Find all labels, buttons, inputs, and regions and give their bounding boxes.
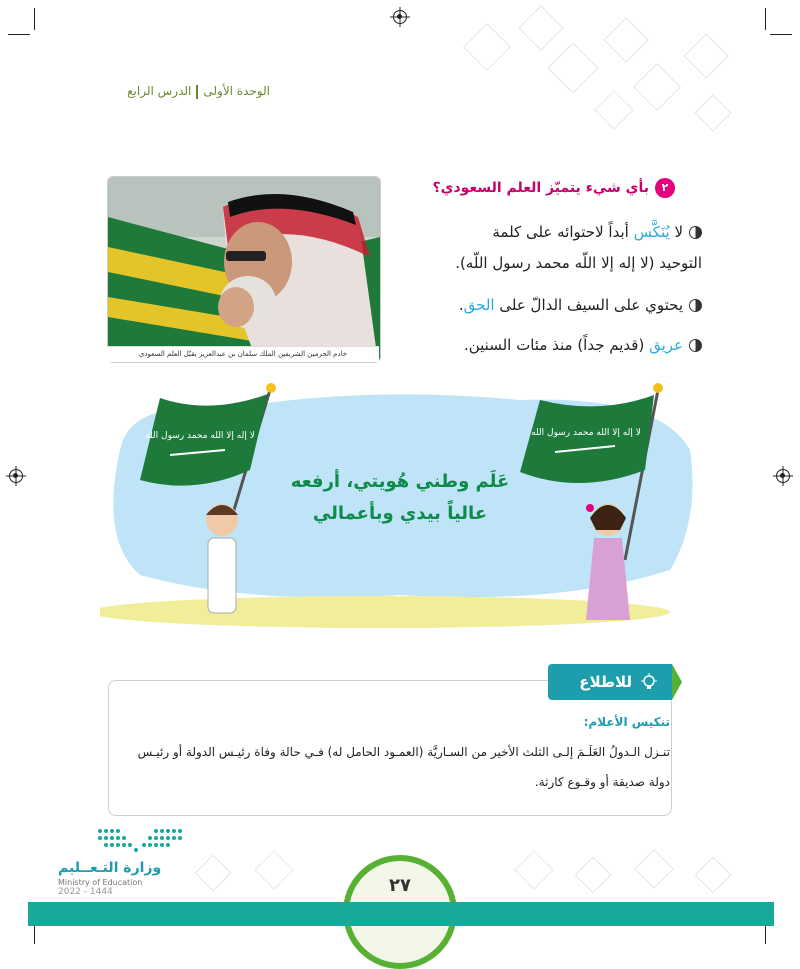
decorative-diamond [514,850,554,890]
flag-shahada-text: لا إله إلا الله محمد رسول الله [531,428,641,438]
half-circle-bullet-icon [689,299,702,312]
info-body: تنـزل الـدولُ العَلَـمَ إلـى الثلث الأخير من السـاريَّة (العمـود الحامل له) فـي حالة وفاة رئيـس الدولة أو رئيـس دولة صديقة أو وقـوع كارثة. [137,745,670,789]
photo-illustration [108,177,380,362]
decorative-diamond [603,17,648,62]
king-photo [107,176,381,363]
lesson-label: الدرس الرابع [127,84,192,98]
point-text: لا [669,223,683,241]
highlight-word: عريق [649,336,683,354]
photo-caption: خادم الحرمين الشريفين الملك سلمان بن عبدالعزيز يقبّل العلم السعودي [107,346,379,362]
half-circle-bullet-icon [689,339,702,352]
decorative-diamond [683,33,728,78]
decorative-diamond [254,850,294,890]
decorative-diamond [575,857,612,894]
decorative-diamond [594,90,634,130]
flag-shahada-text: لا إله إلا الله محمد رسول الله [145,431,255,441]
slogan-line-1: عَلَم وطني هُويتي، أرفعه [290,471,510,492]
half-circle-bullet-icon [689,226,702,239]
decorative-diamond [695,95,732,132]
registration-mark-icon [393,10,407,24]
decorative-diamond [195,855,232,892]
breadcrumb-separator [196,85,198,99]
lightbulb-icon [640,673,658,691]
point-3 [464,336,702,354]
point-1 [492,223,702,241]
decorative-diamond [518,5,563,50]
point-text: (قديم جداً) منذ مئات السنين. [463,336,650,354]
ministry-block [58,860,161,897]
highlight-word: يُنَكَّس [633,223,670,241]
decorative-diamond [633,63,681,111]
question-title [433,178,675,198]
footer-bar [28,902,774,926]
crop-mark [765,8,766,30]
highlight-word: الحق [463,296,495,314]
ministry-logo-icon [96,827,186,857]
registration-mark-icon [9,469,23,483]
point-text: يحتوي على السيف الدالّ على [494,296,683,314]
crop-mark [8,34,30,35]
ministry-name-ar: وزارة التـعــليم [58,860,162,876]
decorative-diamond [634,849,674,889]
page-number: ٢٧ [343,855,457,969]
decorative-diamond [463,23,511,71]
slogan-line-2: عالياً بيدي وبأعمالي [312,503,488,524]
info-tag [548,664,672,700]
slogan [280,466,520,530]
unit-label: الوحدة الأولى [203,84,270,98]
info-subtitle: تنكيس الأعلام: [583,715,670,729]
tag-arrow [672,664,682,700]
point-text: أبداً لاحتوائه على كلمة [492,223,634,241]
question-number-badge: ٢ [655,178,675,198]
decorative-diamond [548,43,599,94]
question-title-text: بأي شيء يتميّز العلم السعودي؟ [432,180,649,196]
ministry-name-en: Ministry of Education [58,878,143,887]
breadcrumb [127,84,270,99]
decorative-diamond [695,857,732,894]
point-1-line2: التوحيد (لا إله إلا اللّه محمد رسول اللّه). [455,254,702,272]
crop-mark [34,8,35,30]
point-text: . [458,296,464,314]
registration-mark-icon [776,469,790,483]
point-2 [459,296,702,314]
ministry-year: 2022 - 1444 [58,887,113,897]
crop-mark [770,34,792,35]
info-tag-label: للاطلاع [579,673,632,691]
